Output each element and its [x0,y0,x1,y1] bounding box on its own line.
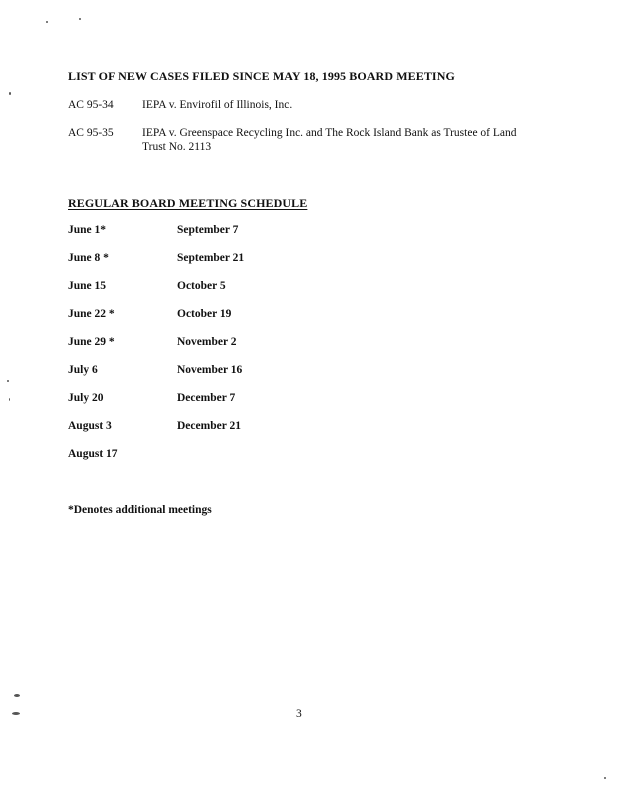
case-title: IEPA v. Greenspace Recycling Inc. and The Rock Island Bank as Trustee of Land Trust No. 2113 [142,127,517,153]
meeting-date: June 1* [68,224,107,236]
case-title: IEPA v. Envirofil of Illinois, Inc. [142,99,293,111]
scan-artifact [12,712,20,715]
case-number: AC 95-35 [68,127,114,139]
meeting-date: June 22 * [68,308,115,320]
case-number: AC 95-34 [68,99,114,111]
meeting-date: November 16 [177,364,243,376]
scan-artifact [604,777,606,779]
schedule-heading: REGULAR BOARD MEETING SCHEDULE [68,196,308,210]
meeting-date: September 7 [177,224,239,236]
meeting-date: November 2 [177,336,237,348]
meeting-date: September 21 [177,252,245,264]
meeting-date: August 3 [68,420,112,432]
scan-artifact [7,380,9,382]
meeting-date: July 6 [68,364,98,376]
meeting-date: October 19 [177,308,232,320]
scan-artifact [14,694,20,697]
meeting-date: October 5 [177,280,226,292]
meeting-date: June 8 * [68,252,109,264]
meeting-date: July 20 [68,392,104,404]
scan-artifact [9,398,10,401]
scan-artifact [79,18,81,20]
scan-artifact [9,92,11,95]
scan-artifact [46,21,48,23]
meeting-date: December 21 [177,420,241,432]
meeting-date: June 29 * [68,336,115,348]
page-number: 3 [296,708,302,720]
meeting-date: June 15 [68,280,107,292]
meeting-date: August 17 [68,448,118,460]
meeting-date: December 7 [177,392,236,404]
footnote: *Denotes additional meetings [68,504,212,516]
new-cases-heading: LIST OF NEW CASES FILED SINCE MAY 18, 1995 BOARD MEETING [68,69,455,83]
